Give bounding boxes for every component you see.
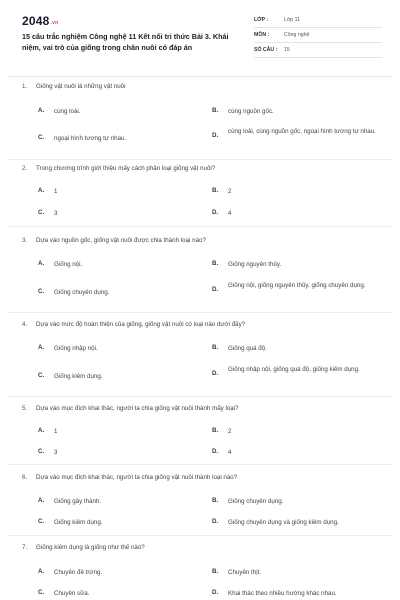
info-row-grade [254,14,382,28]
header-divider [8,76,392,77]
info-row-subject [254,29,382,43]
info-label: LỚP : [254,17,269,23]
question-text: Dựa vào mức độ hoàn thiện của giống, giống vật nuôi có loại nào dưới đây? [36,321,246,328]
question-divider [8,226,392,227]
question-divider [8,159,392,160]
question-number: 3. [22,237,28,244]
question-text: Dựa vào mục đích khai thác, người ta chia giống vật nuôi thành mấy loại? [36,405,239,412]
question-number: 6. [22,474,28,481]
info-value: Lớp 11 [284,17,300,23]
site-logo[interactable]: 2048.vn [22,14,59,28]
page-title: 15 câu trắc nghiệm Công nghệ 11 Kết nối tri thức Bài 3. Khái niệm, vai trò của giống trong chăn nuôi có đáp án [22,32,229,52]
page-header [0,0,400,74]
question-divider [8,464,392,465]
question-number: 7. [22,544,28,551]
info-label: MÔN : [254,32,270,38]
question-divider [8,535,392,536]
question-number: 2. [22,165,28,172]
question-number: 4. [22,321,28,328]
question-divider [8,396,392,397]
question-number: 1. [22,83,28,90]
question-text: Dựa vào nguồn gốc, giống vật nuôi được chia thành loại nào? [36,237,206,244]
info-label: SỐ CÂU : [254,47,278,53]
info-row-count [254,44,382,58]
question-text: Trong chương trình giới thiệu mấy cách phân loại giống vật nuôi? [36,165,216,172]
info-value: 15 [284,47,290,53]
question-divider [8,312,392,313]
question-text: Giống kiêm dụng là giống như thế nào? [36,544,145,551]
info-value: Công nghệ [284,32,310,38]
question-text: Giống vật nuôi là những vật nuôi [36,83,126,90]
question-number: 5. [22,405,28,412]
question-text: Dựa vào mục đích khai thác, người ta chia giống vật nuôi thành loại nào? [36,474,238,481]
